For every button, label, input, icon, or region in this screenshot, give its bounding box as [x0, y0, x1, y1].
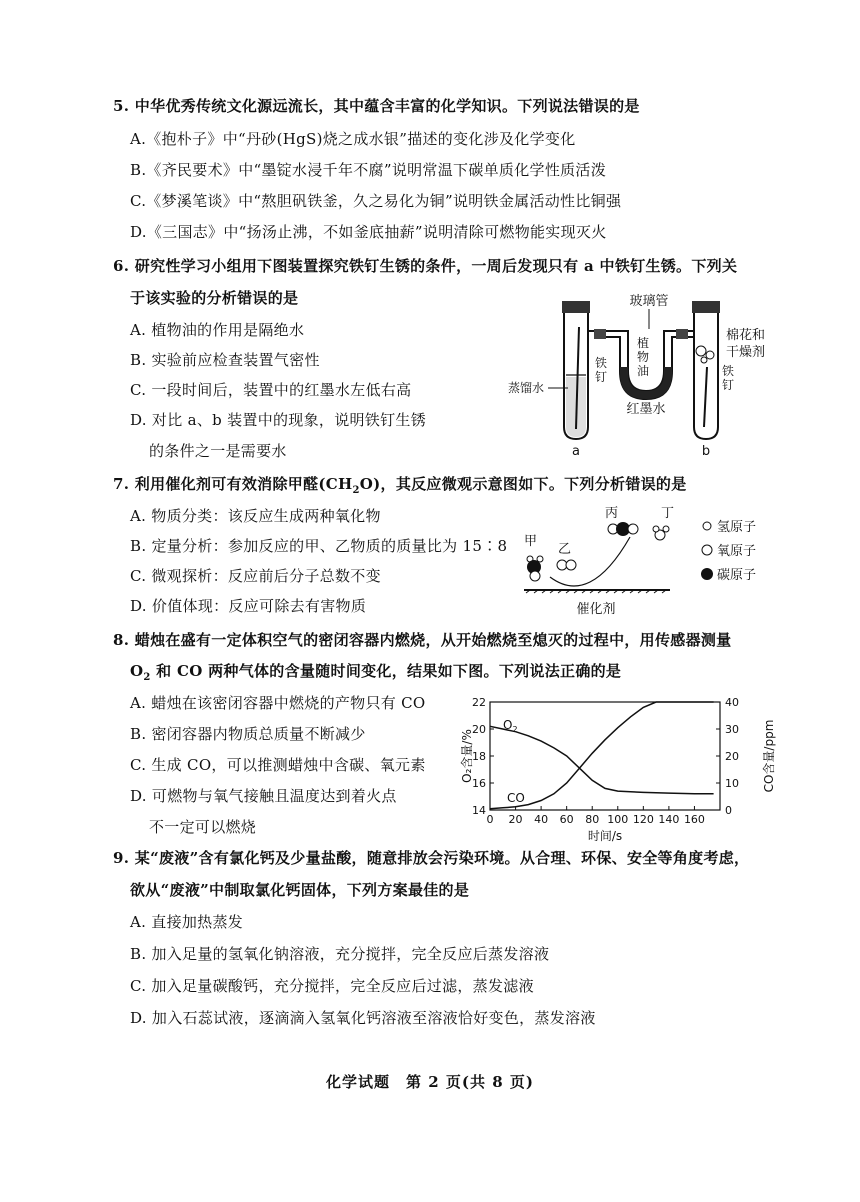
legend-hydrogen-icon	[703, 522, 711, 530]
q5-option-c: C.《梦溪笔谈》中“熬胆矾铁釜，久之易化为铜”说明铁金属活动性比铜强	[130, 192, 622, 210]
y-left-tick-label: 14	[472, 804, 486, 817]
q8-option-d-line1: D. 可燃物与氧气接触且温度达到着火点	[130, 787, 397, 805]
q6-option-a: A. 植物油的作用是隔绝水	[130, 321, 305, 339]
legend-carbon-icon	[701, 568, 713, 580]
q9-option-a: A. 直接加热蒸发	[130, 913, 244, 931]
x-tick-label: 160	[683, 813, 705, 826]
svg-text:丁: 丁	[661, 506, 675, 521]
q8-stem-line2: $O_2$ 和 CO 两种气体的含量随时间变化，结果如下图。下列说法正确的是	[130, 662, 622, 683]
hydrogen-atom	[653, 526, 659, 532]
x-tick-label: 140	[658, 813, 680, 826]
q8-option-a: A. 蜡烛在该密闭容器中燃烧的产物只有 CO	[130, 694, 426, 712]
svg-text:油: 油	[636, 364, 650, 378]
q8-option-d-line2: 不一定可以燃烧	[149, 818, 257, 836]
co-series-label: CO	[507, 791, 525, 805]
svg-text:丙: 丙	[605, 506, 619, 521]
svg-text:干燥剂: 干燥剂	[726, 345, 766, 360]
svg-text:植: 植	[636, 336, 650, 350]
x-tick-label: 20	[508, 813, 523, 826]
hydrogen-atom	[663, 526, 669, 532]
y-left-tick-label: 20	[472, 723, 486, 736]
oxygen-atom	[566, 560, 576, 570]
q7-option-c: C. 微观探析：反应前后分子总数不变	[130, 567, 381, 585]
nail-rust-apparatus-figure	[500, 287, 780, 465]
y-left-tick-label: 16	[472, 777, 486, 790]
x-tick-label: 80	[585, 813, 600, 826]
q9-option-d: D. 加入石蕊试液，逐滴滴入氢氧化钙溶液至溶液恰好变色，蒸发溶液	[130, 1009, 596, 1027]
q5-stem: 5. 中华优秀传统文化源远流长，其中蕴含丰富的化学知识。下列说法错误的是	[113, 97, 640, 115]
q9-stem-line1: 9. 某“废液”含有氯化钙及少量盐酸，随意排放会污染环境。从合理、环保、安全等角度考虑，	[113, 849, 750, 867]
svg-text:乙: 乙	[558, 542, 572, 557]
q9-option-b: B. 加入足量的氢氧化钠溶液，充分搅拌，完全反应后蒸发溶液	[130, 945, 550, 963]
oxygen-atom	[628, 524, 638, 534]
y-right-tick-label: 40	[725, 696, 739, 709]
micro-reaction-figure	[510, 497, 780, 619]
svg-text:钉: 钉	[595, 370, 608, 384]
svg-text:b: b	[701, 444, 711, 459]
x-tick-label: 100	[607, 813, 629, 826]
y-right-tick-label: 10	[725, 777, 739, 790]
o2-co-line-chart	[455, 690, 785, 845]
q6-option-d-line2: 的条件之一是需要水	[149, 442, 287, 460]
stopper-b	[692, 301, 720, 313]
x-tick-label: 60	[559, 813, 574, 826]
cotton-ball	[696, 346, 706, 356]
hydrogen-atom	[537, 556, 543, 562]
q6-stem-line2: 于该实验的分析错误的是	[130, 289, 299, 307]
q6-stem-line1: 6. 研究性学习小组用下图装置探究铁钉生锈的条件，一周后发现只有 a 中铁钉生锈。下列关	[113, 257, 738, 275]
y-right-tick-label: 30	[725, 723, 739, 736]
x-tick-label: 40	[534, 813, 549, 826]
q9-option-c: C. 加入足量碳酸钙，充分搅拌，完全反应后过滤，蒸发滤液	[130, 977, 534, 995]
rubber-joint-right	[676, 329, 688, 339]
svg-text:棉花和: 棉花和	[726, 328, 766, 343]
x-tick-label: 0	[486, 813, 494, 826]
o2-series-line	[490, 726, 714, 794]
rubber-joint-left	[594, 329, 606, 339]
stopper-a	[562, 301, 590, 313]
y-right-tick-label: 20	[725, 750, 739, 763]
q9-stem-line2: 欲从“废液”中制取氯化钙固体，下列方案最佳的是	[130, 881, 470, 899]
svg-text:玻璃管: 玻璃管	[629, 294, 669, 309]
svg-text:氢原子: 氢原子	[717, 520, 757, 535]
svg-text:钉: 钉	[722, 378, 735, 392]
x-axis-label: 时间/s	[587, 829, 623, 843]
q5-option-b: B.《齐民要术》中“墨锭水浸千年不腐”说明常温下碳单质化学性质活泼	[130, 161, 607, 179]
q6-option-b: B. 实验前应检查装置气密性	[130, 351, 320, 369]
svg-text:蒸馏水: 蒸馏水	[508, 381, 545, 395]
svg-text:催化剂: 催化剂	[576, 602, 616, 617]
q5-option-d: D.《三国志》中“扬汤止沸，不如釜底抽薪”说明清除可燃物能实现灭火	[130, 223, 607, 241]
q6-option-c: C. 一段时间后，装置中的红墨水左低右高	[130, 381, 412, 399]
svg-text:氧原子: 氧原子	[717, 544, 757, 559]
svg-text:a: a	[572, 444, 580, 459]
x-tick-label: 120	[632, 813, 654, 826]
svg-text:碳原子: 碳原子	[717, 568, 757, 583]
q6-option-d-line1: D. 对比 a、b 装置中的现象，说明铁钉生锈	[130, 411, 427, 429]
o2-series-label: $O_2$	[503, 718, 518, 734]
svg-text:铁: 铁	[722, 364, 735, 378]
q7-option-a: A. 物质分类：该反应生成两种氧化物	[130, 507, 381, 525]
legend-oxygen-icon	[702, 545, 712, 555]
svg-text:红墨水: 红墨水	[626, 402, 666, 417]
q7-option-b: B. 定量分析：参加反应的甲、乙物质的质量比为 15∶8	[130, 537, 508, 555]
page-footer: 化学试题 第 2 页(共 8 页)	[326, 1073, 534, 1091]
y-axis-left-label: O₂含量/%	[460, 729, 474, 783]
svg-text:甲: 甲	[524, 534, 538, 549]
q5-option-a: A.《抱朴子》中“丹砂(HgS)烧之成水银”描述的变化涉及化学变化	[130, 130, 576, 148]
q7-stem: 7. 利用催化剂可有效消除甲醛$(CH_2O)$，其反应微观示意图如下。下列分析错误的是	[113, 475, 687, 496]
q8-option-b: B. 密闭容器内物质总质量不断减少	[130, 725, 366, 743]
svg-text:物: 物	[636, 350, 650, 364]
oxygen-atom	[530, 571, 540, 581]
q7-option-d: D. 价值体现：反应可除去有害物质	[130, 597, 367, 615]
y-left-tick-label: 18	[472, 750, 486, 763]
y-right-tick-label: 0	[725, 804, 732, 817]
y-left-tick-label: 22	[472, 696, 486, 709]
y-axis-right-label: CO含量/ppm	[762, 719, 776, 793]
q8-stem-line1: 8. 蜡烛在盛有一定体积空气的密闭容器内燃烧，从开始燃烧至熄灭的过程中，用传感器测量	[113, 631, 732, 649]
nail-b	[704, 367, 707, 427]
q8-option-c: C. 生成 CO，可以推测蜡烛中含碳、氧元素	[130, 756, 426, 774]
svg-text:铁: 铁	[595, 356, 608, 370]
